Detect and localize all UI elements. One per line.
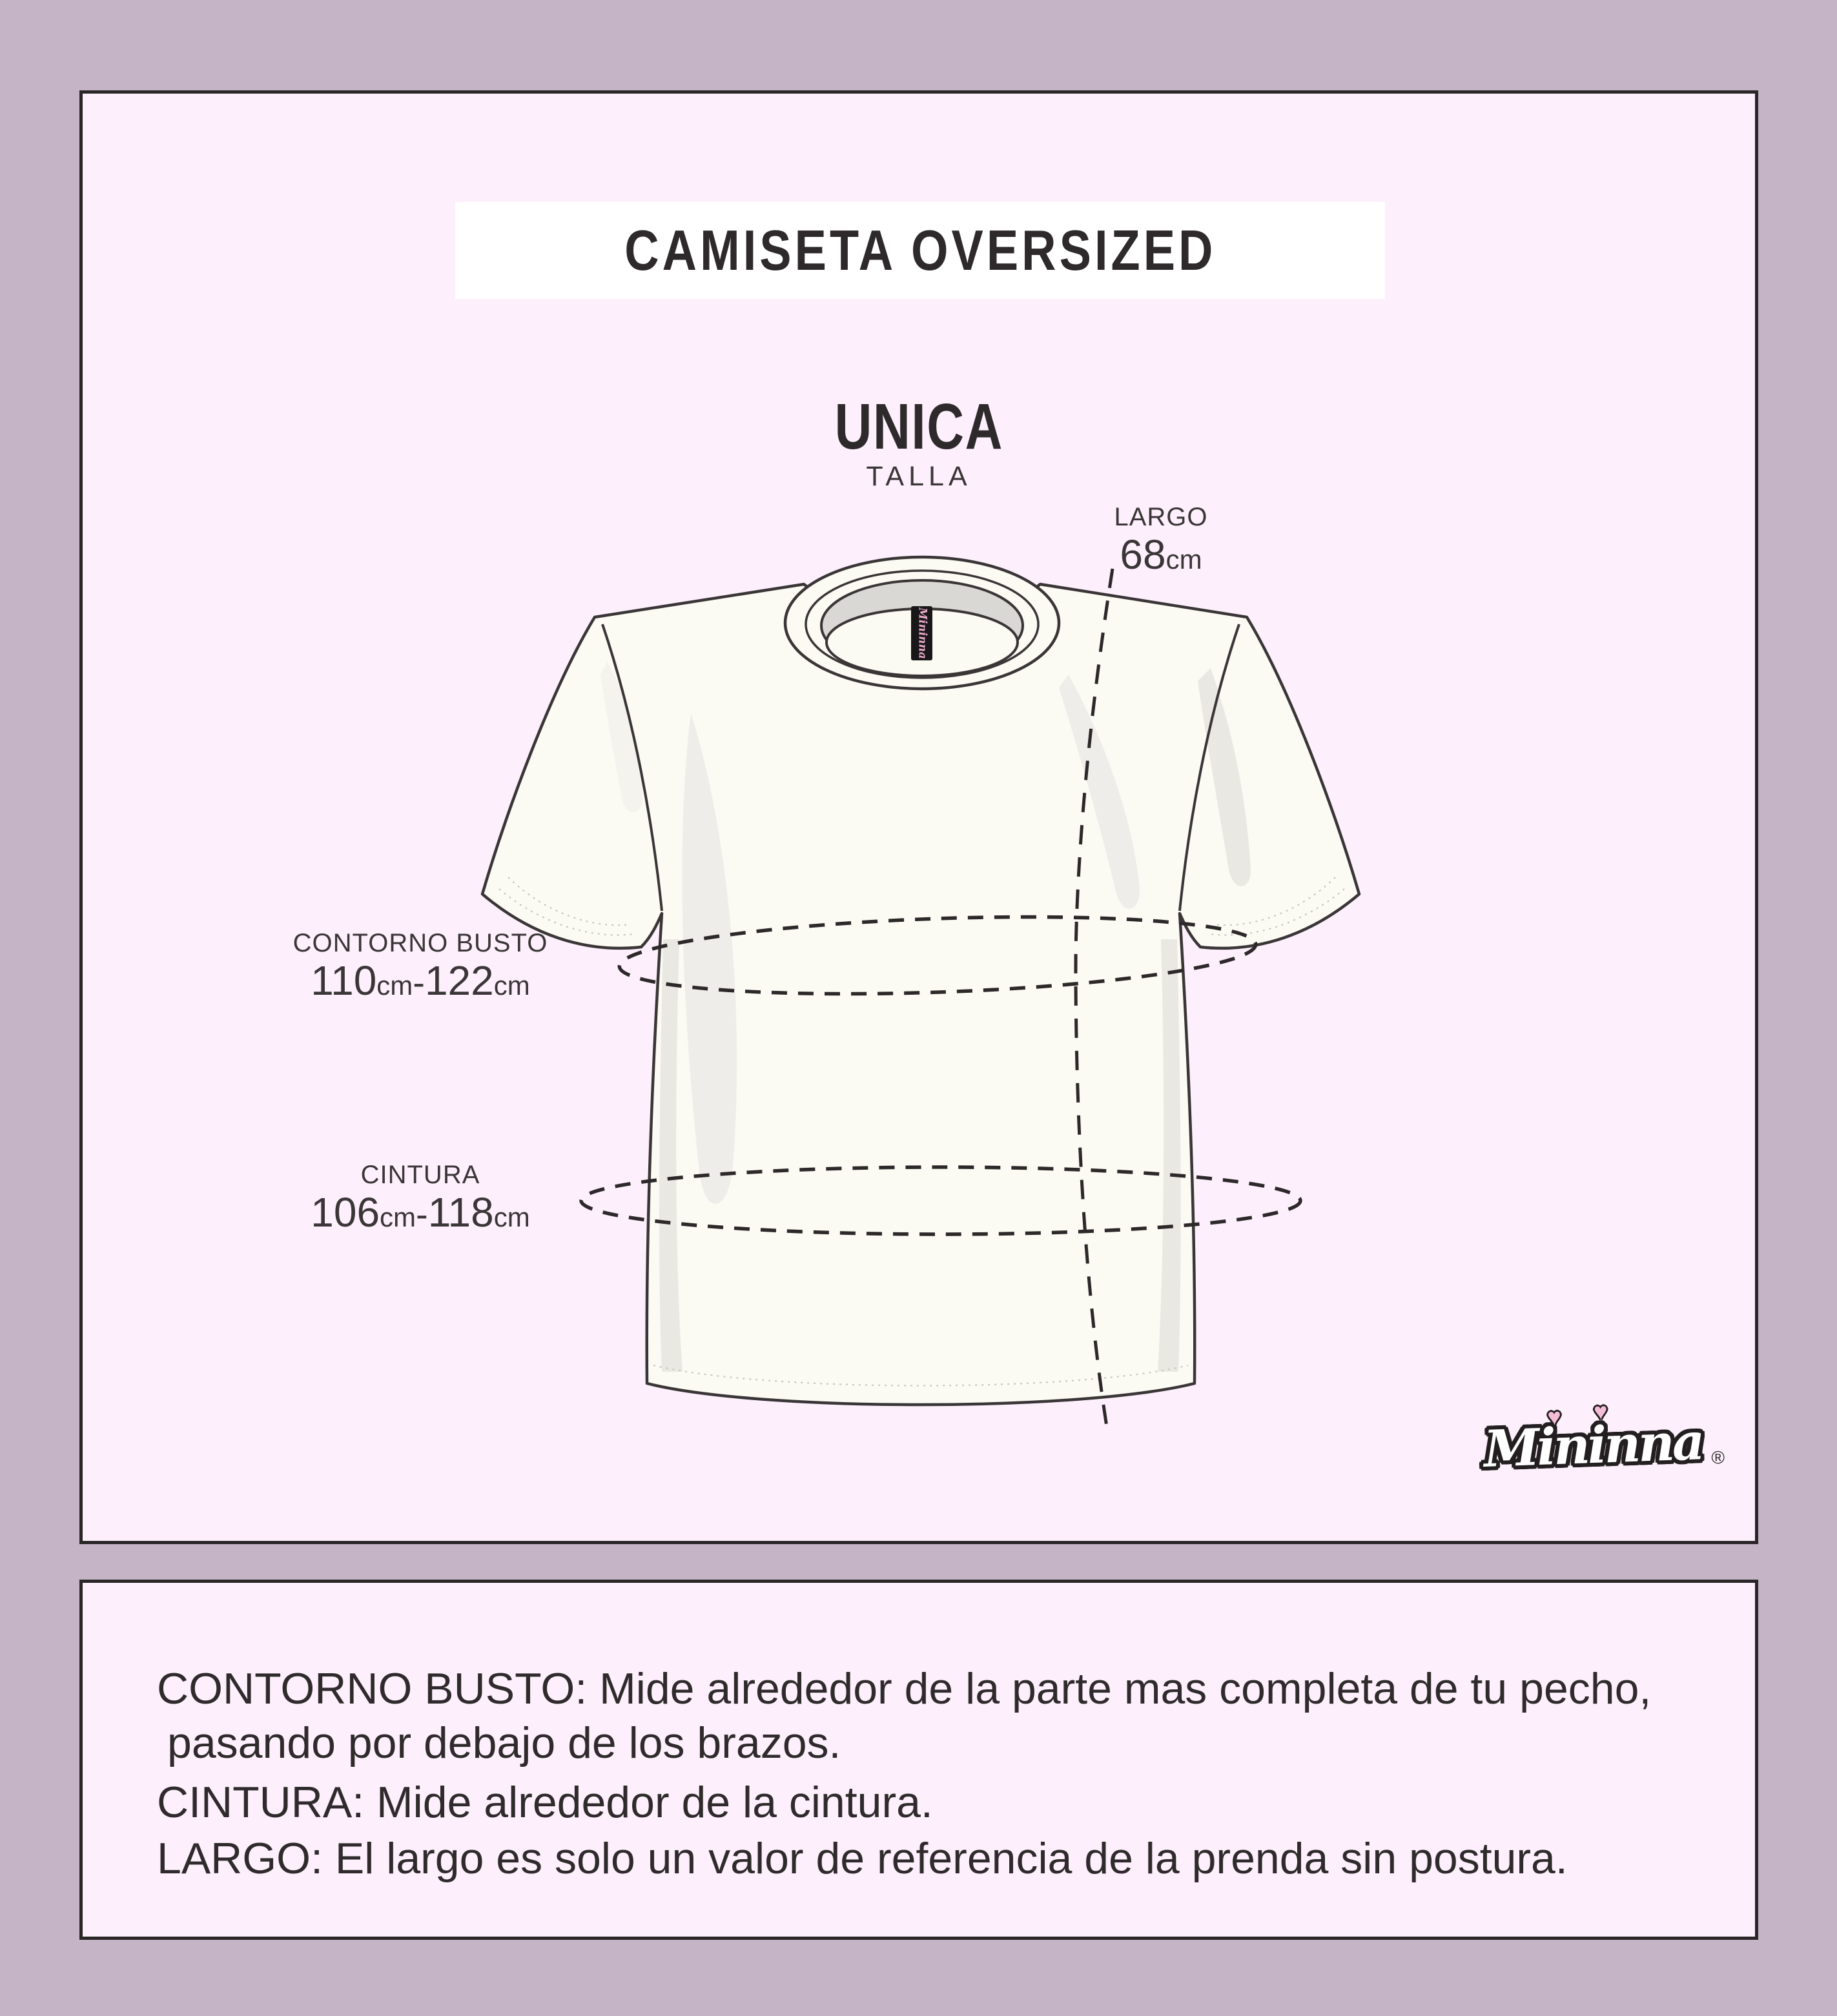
size-guide-panel <box>79 90 1758 1544</box>
busto-min: 110 <box>311 957 377 1004</box>
note-cintura: CINTURA: Mide alrededor de la cintura. <box>157 1778 933 1827</box>
note-largo: LARGO: El largo es solo un valor de referencia de la prenda sin postura. <box>157 1834 1568 1883</box>
cintura-max-unit: cm <box>493 1202 530 1232</box>
busto-min-unit: cm <box>376 970 413 1001</box>
note-busto-line1: CONTORNO BUSTO: Mide alrededor de la parte mas completa de tu pecho, <box>157 1664 1652 1713</box>
cintura-separator: - <box>416 1194 428 1234</box>
busto-max: 122 <box>424 957 494 1004</box>
size-block <box>83 391 1755 492</box>
busto-max-unit: cm <box>493 970 530 1001</box>
measurement-notes <box>83 1583 1755 1886</box>
heart-icon <box>1547 1405 1562 1429</box>
largo-unit: cm <box>1165 544 1202 575</box>
collar-tag-text: Mininna <box>916 607 929 659</box>
brand-logo <box>1483 1412 1725 1479</box>
cintura-min: 106 <box>311 1189 380 1236</box>
largo-number: 68 <box>1120 531 1166 578</box>
largo-label: LARGO <box>1114 503 1208 531</box>
collar <box>785 557 1059 689</box>
tshirt-drawing <box>468 552 1375 1430</box>
note-busto-line2: pasando por debajo de los brazos. <box>167 1718 841 1767</box>
page-title: CAMISETA OVERSIZED <box>624 218 1216 282</box>
brand-logo-text: Mininna <box>1483 1412 1703 1479</box>
cintura-label: CINTURA <box>360 1161 480 1189</box>
cintura-max: 118 <box>427 1189 494 1236</box>
busto-label: CONTORNO BUSTO <box>292 929 548 957</box>
size-value: UNICA <box>834 391 1003 463</box>
busto-separator: - <box>413 962 425 1003</box>
cintura-min-unit: cm <box>380 1202 416 1232</box>
title-box <box>455 202 1385 299</box>
registered-mark: ® <box>1710 1447 1725 1468</box>
notes-panel <box>79 1580 1758 1940</box>
heart-icon <box>1594 1400 1608 1423</box>
size-label: TALLA <box>866 461 972 492</box>
tshirt-diagram <box>468 552 1375 1430</box>
note-contorno-busto <box>157 1662 1716 1770</box>
